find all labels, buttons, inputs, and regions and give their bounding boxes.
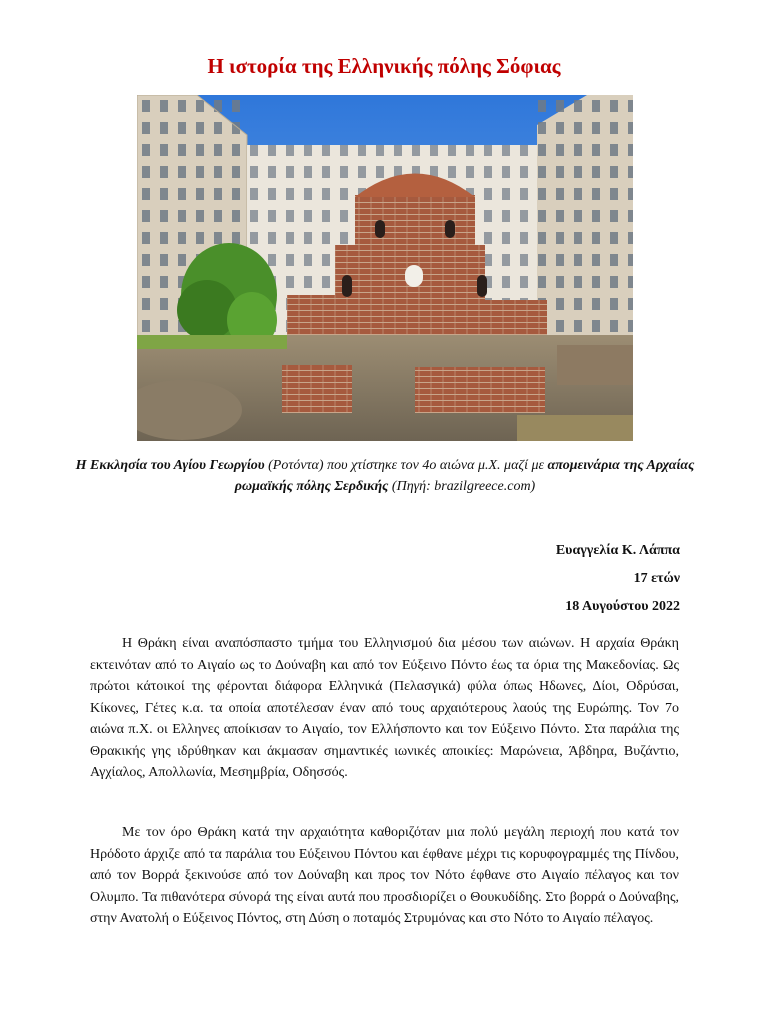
caption-church-name: Η Εκκλησία του Αγίου Γεωργίου: [75, 458, 265, 473]
paragraph-2: Με τον όρο Θράκη κατά την αρχαιότητα καθοριζόταν μια πολύ μεγάλη περιοχή που κατά τον Ηρόδοτο άρχιζε από τα παράλια του Εύξεινου Πόντου και έφθανε μέχρι τις κορυφογραμμές της Πίνδου, από τον Βορρά ξεκινούσε από τον Δούναβη και προς τον Νότο έφθανε στο Αιγαίο πέλαγος και τον Ολυμπο. Τα πιθανότερα σύνορά της είναι αυτά που προσδιορίζει ο Θουκυδίδης. Στο βορρά ο Δούναβης, στην Ανατολή ο Εύξεινος Πόντος, στη Δύση ο ποταμός Στρυμόνας και στο Νότο το Αιγαίο πέλαγος.: [90, 825, 679, 926]
caption-source: (Πηγή: brazilgreece.com): [388, 479, 536, 494]
paragraph-1: Η Θράκη είναι αναπόσπαστο τμήμα του Ελληνισμού δια μέσου των αιώνων. Η αρχαία Θράκη εκτεινόταν από το Αιγαίο ως το Δούναβη και από τον Εύξεινο Πόντο έως τα όρια της Μακεδονίας. Ως πρώτοι κάτοικοί της φέρονται διάφορα Ελληνικά (Πελασγικά) φύλα όπως Ηδωνες, Δίοι, Οδρύσαι, Κίκονες, Γέτες κ.α. τα οποία αποτέλεσαν έναν από τους αρχαιότερους λαούς της Ευρώπης. Τον 7ο αιώνα π.Χ. οι Ελληνες αποίκισαν το Αιγαίο, τον Ελλήσποντο και τον Εύξεινο Πόντο. Στα παράλια της Θρακικής γης ιδρύθηκαν και άκμασαν σημαντικές ιωνικές αποικίες: Μαρώνεια, Άβδηρα, Βυζάντιο, Αγχίαλος, Απολλωνία, Μεσημβρία, Οδησσός.: [90, 636, 679, 780]
caption-text-1: (Ροτόντα) που χτίστηκε τον 4ο αιώνα μ.Χ. μαζί με: [264, 458, 548, 473]
caption-remains: απομεινάρια της Αρχαίας ρωμαϊκής πόλης Σερδικής: [234, 458, 695, 494]
author-age: 17 ετών: [633, 571, 680, 586]
document-date: 18 Αυγούστου 2022: [565, 599, 680, 614]
author-name: Ευαγγελία Κ. Λάππα: [555, 543, 680, 558]
rotunda-photo: [137, 95, 633, 441]
photo-caption: [70, 455, 700, 497]
page-title: Η ιστορία της Ελληνικής πόλης Σόφιας: [207, 54, 561, 78]
